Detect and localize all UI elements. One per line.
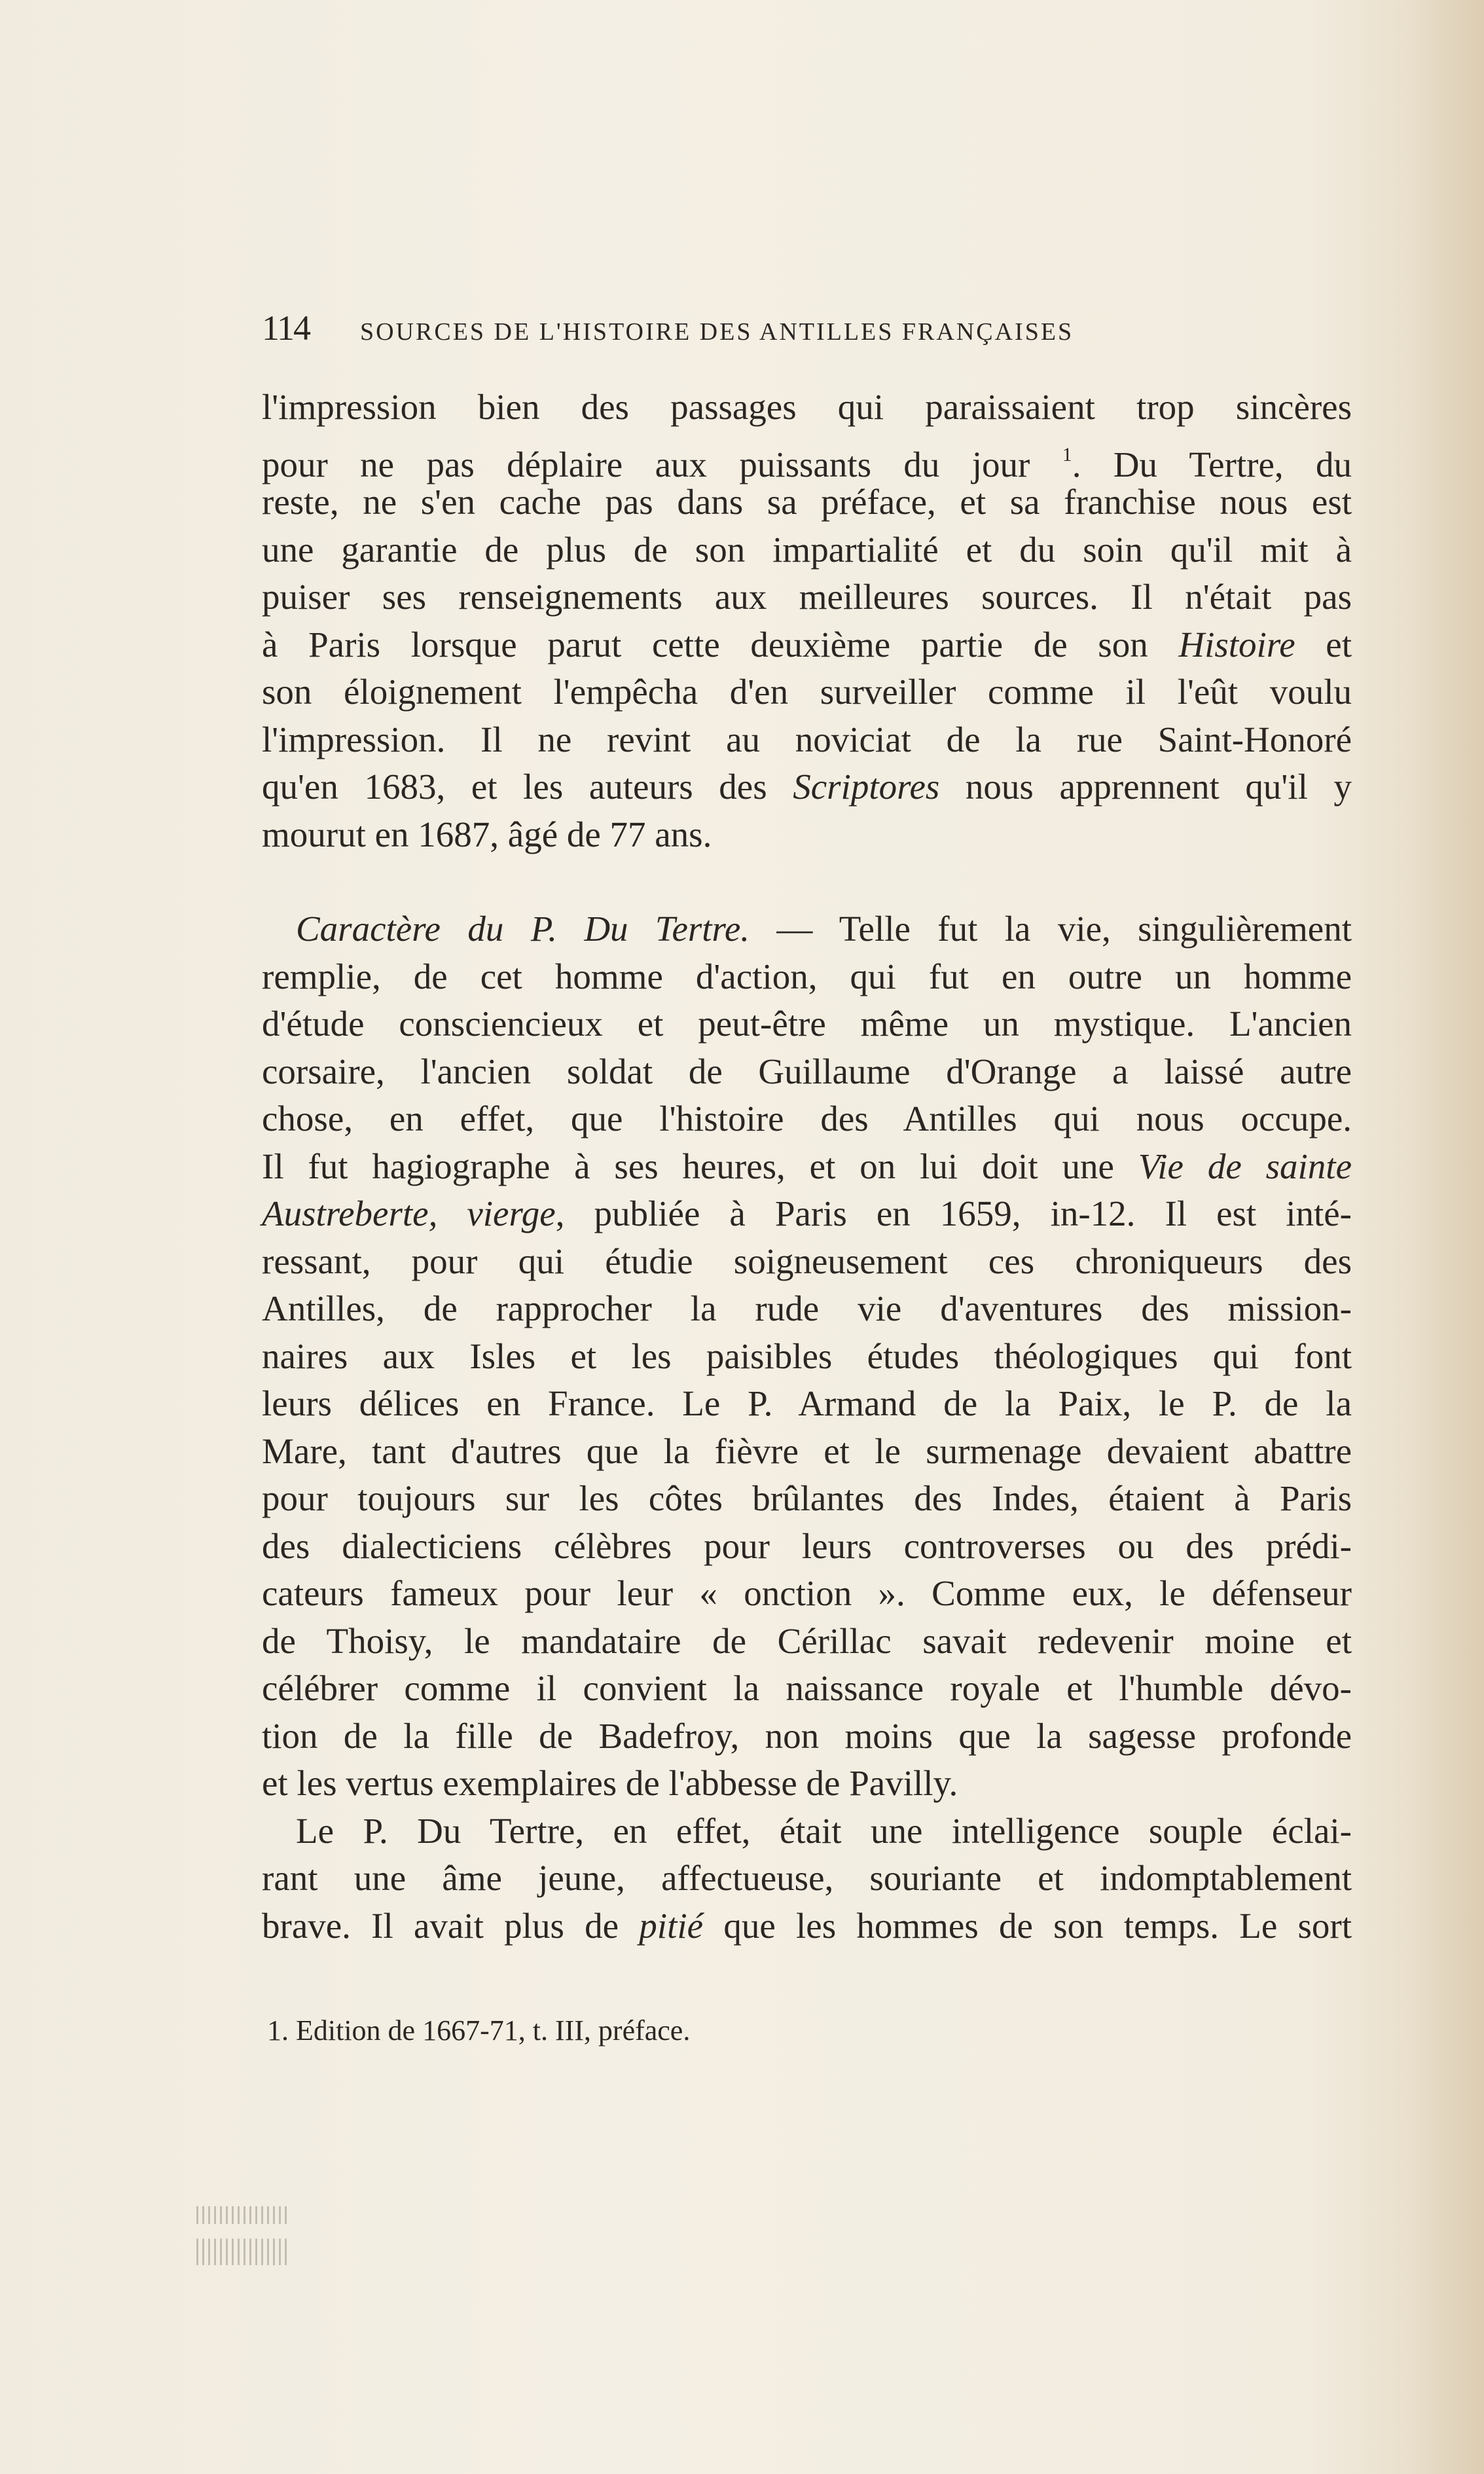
footnote: 1. Edition de 1667-71, t. III, préface.: [267, 2014, 691, 2047]
text-segment: et les vertus exemplaires de l'abbesse de Pavilly.: [262, 1763, 958, 1803]
text-line: [262, 1760, 1352, 1808]
text-segment: Antilles, de rapprocher la rude vie d'aventures des mission-: [262, 1288, 1352, 1328]
text-line: [262, 1618, 1352, 1665]
text-segment: corsaire, l'ancien soldat de Guillaume d'Orange a laissé autre: [262, 1051, 1352, 1091]
text-line: [262, 1143, 1352, 1191]
text-line: [262, 1855, 1352, 1902]
text-segment: pour toujours sur les côtes brûlantes des Indes, étaient à Paris: [262, 1478, 1352, 1518]
paragraph-gap: [262, 858, 1352, 905]
text-line: [262, 1000, 1352, 1048]
text-segment: des dialecticiens célèbres pour leurs controverses ou des prédi-: [262, 1525, 1352, 1566]
text-segment: — Telle fut la vie, singulièrement: [750, 909, 1352, 949]
text-line: [262, 953, 1352, 1001]
text-line: [262, 1285, 1352, 1333]
text-line: [262, 1380, 1352, 1428]
text-segment: nous apprennent qu'il y: [939, 767, 1352, 807]
italic-text: Austreberte, vierge: [262, 1193, 556, 1233]
running-header: [262, 308, 1204, 354]
paragraph: [262, 1808, 1352, 1950]
text-line: [262, 1428, 1352, 1476]
text-segment: leurs délices en France. Le P. Armand de la Paix, le P. de la: [262, 1383, 1352, 1423]
text-segment: Il fut hagiographe à ses heures, et on lui doit une: [262, 1146, 1138, 1186]
footnote-reference: 1: [1062, 443, 1072, 465]
text-segment: son éloignement l'empêcha d'en surveiller comme il l'eût voulu: [262, 672, 1352, 712]
text-segment: tion de la fille de Badefroy, non moins que la sagesse profonde: [262, 1715, 1352, 1756]
page-number: 114: [262, 308, 310, 348]
italic-text: Histoire: [1178, 624, 1295, 664]
library-stamp: [196, 2206, 288, 2265]
text-segment: à Paris lorsque parut cette deuxième partie de son: [262, 624, 1179, 664]
italic-text: Vie de sainte: [1138, 1146, 1352, 1186]
text-segment: Mare, tant d'autres que la fièvre et le surmenage devaient abattre: [262, 1430, 1352, 1471]
text-line: [262, 1475, 1352, 1523]
italic-text: pitié: [639, 1905, 704, 1946]
text-segment: pour ne pas déplaire aux puissants du jour: [262, 444, 1062, 484]
text-line: [262, 1808, 1352, 1855]
text-segment: brave. Il avait plus de: [262, 1905, 640, 1946]
text-segment: cateurs fameux pour leur « onction ». Comme eux, le défenseur: [262, 1573, 1352, 1613]
text-line: [262, 621, 1352, 669]
italic-text: Caractère du P. Du Tertre.: [296, 909, 750, 949]
text-line: [262, 1665, 1352, 1713]
text-line: [262, 1095, 1352, 1143]
running-title: SOURCES DE L'HISTOIRE DES ANTILLES FRANÇAISES: [360, 318, 1074, 346]
text-segment: que les hommes de son temps. Le sort: [703, 1905, 1352, 1946]
text-segment: chose, en effet, que l'histoire des Antilles qui nous occupe.: [262, 1099, 1352, 1138]
text-line: [262, 668, 1352, 716]
text-line: [262, 905, 1352, 953]
text-line: [262, 811, 1352, 859]
text-line: [262, 573, 1352, 621]
text-segment: célébrer comme il convient la naissance royale et l'humble dévo-: [262, 1668, 1352, 1708]
text-segment: rant une âme jeune, affectueuse, souriante et indomptablement: [262, 1858, 1352, 1898]
text-segment: ressant, pour qui étudie soigneusement ces chroniqueurs des: [262, 1241, 1352, 1281]
italic-text: Scriptores: [793, 767, 940, 807]
text-segment: remplie, de cet homme d'action, qui fut en outre un homme: [262, 956, 1352, 996]
text-line: [262, 431, 1352, 484]
text-line: [262, 1570, 1352, 1618]
text-segment: reste, ne s'en cache pas dans sa préface, et sa franchise nous est: [262, 482, 1352, 522]
text-line: [262, 1238, 1352, 1286]
text-segment: de Thoisy, le mandataire de Cérillac savait redevenir moine et: [262, 1620, 1352, 1661]
text-line: [262, 384, 1352, 431]
text-segment: d'étude consciencieux et peut-être même un mystique. L'ancien: [262, 1004, 1352, 1044]
text-line: [262, 479, 1352, 526]
text-segment: puiser ses renseignements aux meilleures sources. Il n'était pas: [262, 577, 1352, 617]
text-segment: l'impression bien des passages qui paraissaient trop sincères: [262, 387, 1352, 427]
paragraph: [262, 905, 1352, 1808]
text-segment: mourut en 1687, âgé de 77 ans.: [262, 814, 712, 854]
text-line: [262, 526, 1352, 574]
text-line: [262, 1333, 1352, 1381]
text-segment: une garantie de plus de son impartialité et du soin qu'il mit à: [262, 529, 1352, 570]
text-line: [262, 1190, 1352, 1238]
text-line: [262, 1523, 1352, 1571]
text-segment: Le P. Du Tertre, en effet, était une intelligence souple éclai-: [296, 1810, 1352, 1851]
text-segment: qu'en 1683, et les auteurs des: [262, 767, 793, 807]
text-line: [262, 1048, 1352, 1096]
text-segment: et: [1295, 624, 1352, 664]
text-segment: l'impression. Il ne revint au noviciat de la rue Saint-Honoré: [262, 719, 1352, 759]
text-line: [262, 1713, 1352, 1760]
text-segment: . Du Tertre, du: [1072, 444, 1352, 484]
text-line: [262, 1902, 1352, 1950]
paragraph: [262, 384, 1352, 858]
text-line: [262, 763, 1352, 811]
body-text: [262, 384, 1352, 1950]
text-segment: , publiée à Paris en 1659, in-12. Il est inté-: [555, 1193, 1352, 1233]
text-segment: naires aux Isles et les paisibles études théologiques qui font: [262, 1336, 1352, 1376]
text-line: [262, 716, 1352, 764]
